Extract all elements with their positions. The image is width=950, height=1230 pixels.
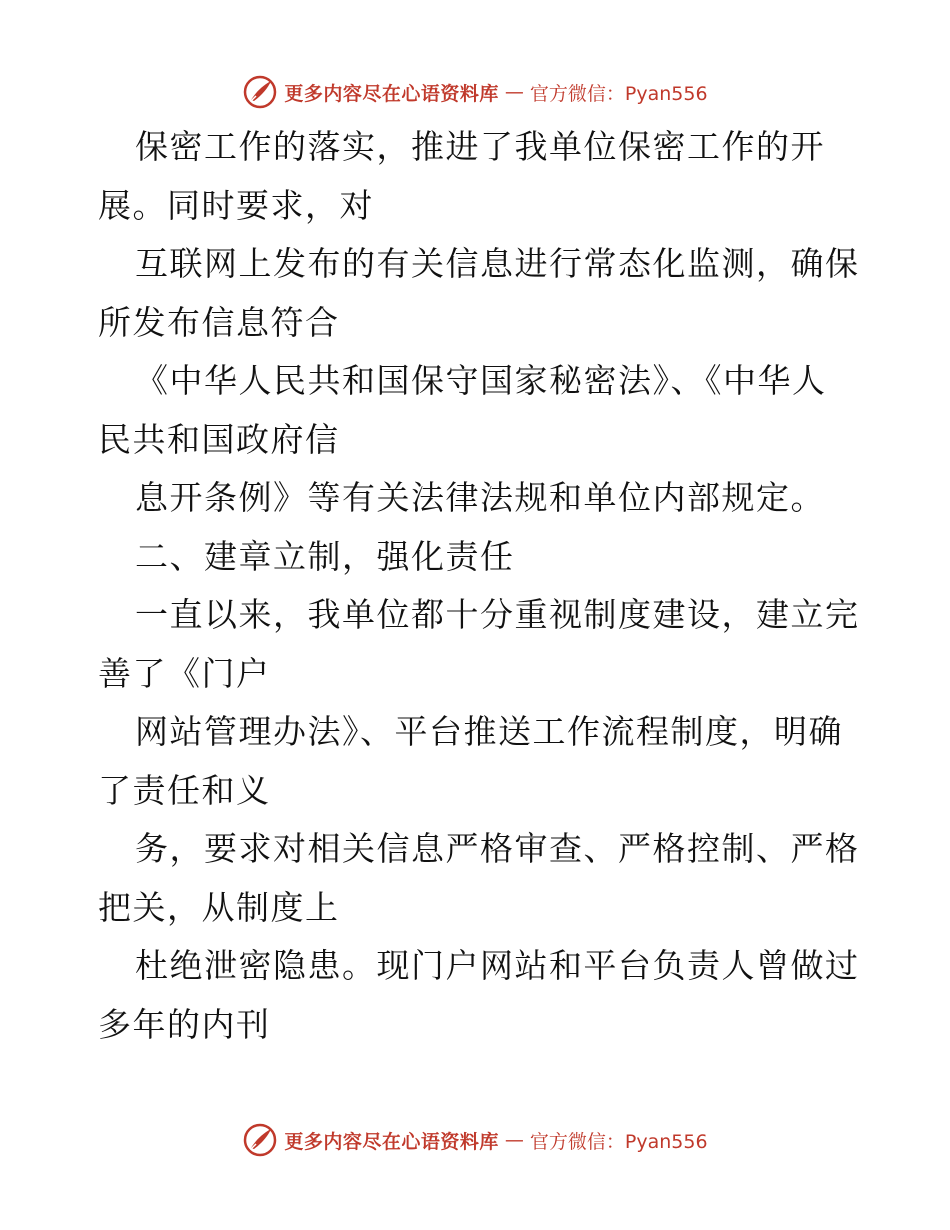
header-account-text: 官方微信：Pyan556 bbox=[529, 82, 708, 105]
footer-brand-text: 更多内容尽在心语资料库 bbox=[284, 1130, 499, 1153]
document-body bbox=[98, 118, 858, 1054]
section-heading: 二、建章立制，强化责任 bbox=[135, 536, 515, 576]
body-line: 息开条例》等有关法律法规和单位内部规定。 bbox=[135, 478, 825, 517]
footer-dash: — bbox=[504, 1129, 524, 1151]
footer-account-text: 官方微信：Pyan556 bbox=[529, 1130, 708, 1153]
body-line: 《中华人民共和国保守国家秘密法》、《中华人 bbox=[135, 361, 827, 400]
body-line: 保密工作的落实，推进了我单位保密工作的开 bbox=[135, 127, 825, 166]
body-line: 所发布信息符合 bbox=[98, 302, 340, 342]
body-line: 互联网上发布的有关信息进行常态化监测，确保 bbox=[135, 244, 860, 283]
header-dash: — bbox=[504, 81, 524, 103]
quill-seal-logo-icon bbox=[242, 74, 278, 110]
body-line: 民共和国政府信 bbox=[98, 419, 340, 459]
body-line: 多年的内刊 bbox=[98, 1004, 271, 1044]
body-line: 网站管理办法》、平台推送工作流程制度，明确 bbox=[135, 712, 843, 751]
body-line: 务，要求对相关信息严格审查、严格控制、严格 bbox=[135, 829, 860, 868]
body-line: 杜绝泄密隐患。现门户网站和平台负责人曾做过 bbox=[135, 946, 860, 985]
page-footer-watermark bbox=[0, 1118, 950, 1162]
body-line: 了责任和义 bbox=[98, 770, 271, 810]
header-brand-text: 更多内容尽在心语资料库 bbox=[284, 82, 499, 105]
body-line: 把关，从制度上 bbox=[98, 887, 340, 927]
quill-seal-logo-icon bbox=[242, 1122, 278, 1158]
body-line: 展。同时要求，对 bbox=[98, 185, 374, 225]
page-header-watermark bbox=[0, 70, 950, 114]
body-line: 善了《门户 bbox=[98, 653, 271, 693]
body-line: 一直以来，我单位都十分重视制度建设，建立完 bbox=[135, 595, 860, 634]
